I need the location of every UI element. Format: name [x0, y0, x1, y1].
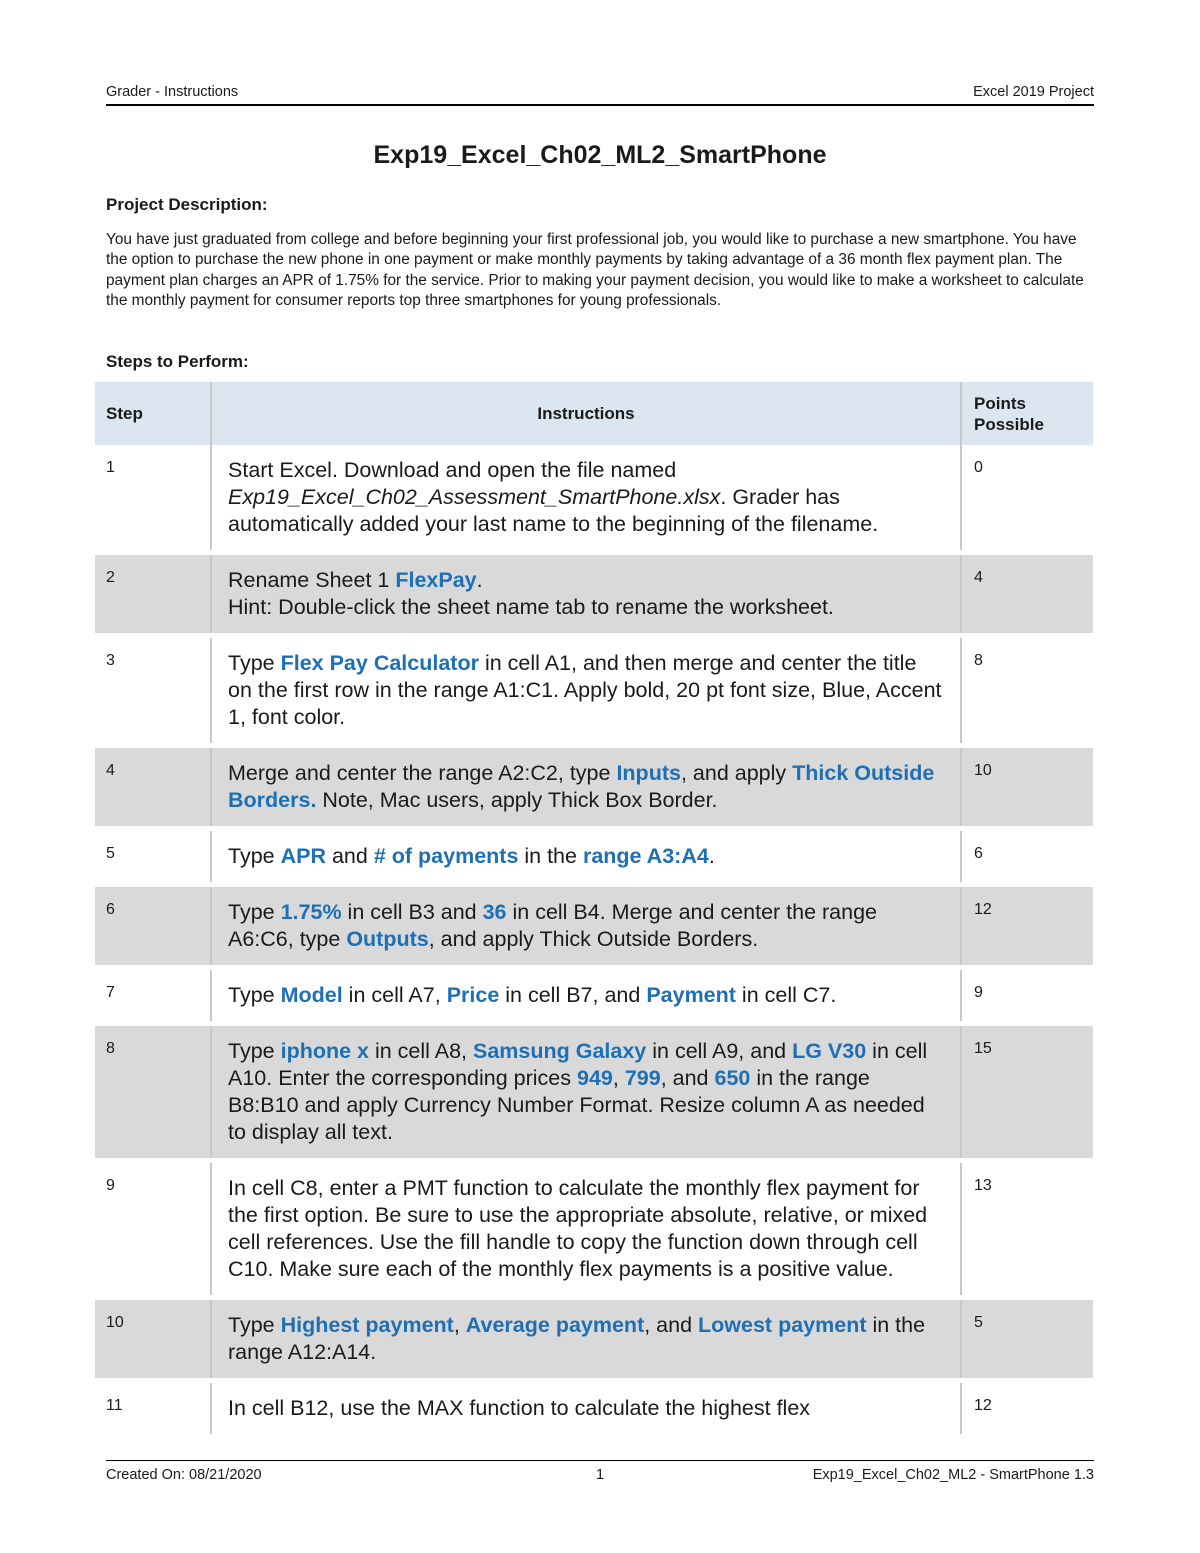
step-number: 6: [95, 885, 211, 968]
highlighted-text: 650: [714, 1066, 751, 1090]
highlighted-text: Thick Outside Borders.: [228, 761, 935, 812]
page-footer: [106, 1460, 1094, 1487]
highlighted-text: Price: [446, 983, 500, 1007]
points-possible: 12: [961, 1381, 1093, 1435]
table-row: [95, 1024, 1093, 1161]
instruction-text: , and apply: [680, 761, 793, 785]
highlighted-text: Average payment: [465, 1313, 645, 1337]
instruction-text: Merge and center the range A2:C2, type: [228, 761, 617, 785]
step-instructions: [211, 445, 961, 553]
highlighted-text: Outputs: [346, 927, 429, 951]
table-row: [95, 636, 1093, 746]
points-possible: 0: [974, 459, 983, 476]
header-instructions: Instructions: [211, 382, 961, 445]
instruction-text: Hint: Double-click the sheet name tab to rename the worksheet.: [228, 595, 834, 619]
step-instructions: [211, 829, 961, 885]
instruction-text: in cell C7.: [735, 983, 837, 1007]
instruction-text: in cell A8,: [369, 1039, 473, 1063]
instruction-text: Type: [228, 1313, 281, 1337]
project-description-text: You have just graduated from college and before beginning your first professional job, you would like to purchase a new smartphone. You have the option to purchase the new phone in one payment or make monthly payments by taking advantage of a 36 month flex payment plan. The payment plan charges an APR of 1.75% for the service. Prior to making your payment decision, you would like to make a worksheet to calculate the monthly payment for consumer reports top three smartphones for young professionals.: [106, 231, 1084, 309]
instruction-text: , and apply Thick Outside Borders.: [428, 927, 759, 951]
instruction-text: in cell A9, and: [646, 1039, 793, 1063]
highlighted-text: 799: [624, 1066, 661, 1090]
steps-table: [95, 382, 1093, 1434]
header-right: Excel 2019 Project: [973, 84, 1094, 100]
header-points: [961, 382, 1093, 445]
step-instructions: [211, 636, 961, 746]
table-row: [95, 445, 1093, 553]
table-row: [95, 1298, 1093, 1381]
highlighted-text: 949: [576, 1066, 613, 1090]
points-possible: 8: [961, 636, 1093, 746]
step-instructions: [211, 1381, 961, 1435]
highlighted-text: iphone x: [280, 1039, 369, 1063]
points-possible: 15: [961, 1024, 1093, 1161]
highlighted-text: Payment: [646, 983, 736, 1007]
page-header: [106, 82, 1094, 106]
instruction-text: Type: [228, 844, 281, 868]
step-number: 9: [95, 1161, 211, 1298]
table-row: [95, 553, 1093, 636]
highlighted-text: FlexPay: [395, 568, 477, 592]
project-description-heading: Project Description:: [106, 195, 268, 214]
step-number: 4: [95, 746, 211, 829]
highlighted-text: Samsung Galaxy: [472, 1039, 647, 1063]
header-points-line2: Possible: [974, 414, 1044, 434]
instruction-text: .: [476, 568, 483, 592]
instruction-text: and: [326, 844, 374, 868]
step-instructions: [211, 968, 961, 1024]
highlighted-text: LG V30: [792, 1039, 867, 1063]
highlighted-text: Lowest payment: [698, 1313, 867, 1337]
highlighted-text: Model: [280, 983, 343, 1007]
instruction-text: ,: [453, 1313, 466, 1337]
table-row: [95, 968, 1093, 1024]
step-instructions: [211, 553, 961, 636]
points-possible: 6: [961, 829, 1093, 885]
step-number: 5: [95, 829, 211, 885]
footer-created-on: Created On: 08/21/2020: [106, 1467, 262, 1483]
points-possible: 9: [961, 968, 1093, 1024]
instruction-text: Type: [228, 900, 281, 924]
instruction-text: Rename Sheet 1: [228, 568, 396, 592]
instruction-text: in cell A7,: [342, 983, 447, 1007]
instruction-text: Type: [228, 651, 281, 675]
header-left: Grader - Instructions: [106, 84, 239, 100]
table-row: [95, 1381, 1093, 1435]
instruction-text: Type: [228, 1039, 281, 1063]
step-instructions: [211, 1298, 961, 1381]
steps-heading: Steps to Perform:: [106, 352, 249, 371]
table-header-row: [95, 382, 1093, 445]
table-row: [95, 746, 1093, 829]
header-points-line1: Points: [974, 393, 1026, 413]
steps-body: [95, 445, 1093, 1434]
instruction-text: in the: [518, 844, 583, 868]
header-step: Step: [95, 382, 211, 445]
step-number: 1: [106, 459, 115, 476]
instruction-text: , and: [660, 1066, 715, 1090]
step-number: 11: [95, 1381, 211, 1435]
points-possible: 10: [961, 746, 1093, 829]
instruction-text: in cell B4. Merge and center the range A6:C6, type: [228, 900, 878, 951]
highlighted-text: 36: [482, 900, 507, 924]
instruction-text: .: [708, 844, 715, 868]
step-number: 2: [95, 553, 211, 636]
instruction-text: in the range A12:A14.: [228, 1313, 926, 1364]
step-instructions: [211, 1161, 961, 1298]
table-row: [95, 829, 1093, 885]
instruction-text: in cell B3 and: [341, 900, 483, 924]
instruction-text: in cell B7, and: [499, 983, 647, 1007]
step-instructions: [211, 885, 961, 968]
points-possible: 13: [961, 1161, 1093, 1298]
highlighted-text: Highest payment: [280, 1313, 454, 1337]
points-possible: 12: [961, 885, 1093, 968]
table-row: [95, 1161, 1093, 1298]
instruction-text: In cell C8, enter a PMT function to calculate the monthly flex payment for the first option. Be sure to use the appropriate absolute, relative, or mixed cell references. Use the fill handle to copy the function down through cell C10. Make sure each of the monthly flex payments is a positive value.: [228, 1176, 928, 1281]
instruction-text: in cell A10. Enter the corresponding prices: [228, 1039, 928, 1090]
highlighted-text: range A3:A4: [582, 844, 709, 868]
instruction-text: Type: [228, 983, 281, 1007]
instruction-text: ,: [612, 1066, 625, 1090]
step-number: 3: [95, 636, 211, 746]
instruction-text: Start Excel. Download and open the file named: [228, 458, 677, 482]
highlighted-text: 1.75%: [280, 900, 342, 924]
step-number: 8: [95, 1024, 211, 1161]
step-number: 10: [95, 1298, 211, 1381]
points-possible: 5: [961, 1298, 1093, 1381]
highlighted-text: Inputs: [616, 761, 681, 785]
instruction-text: . Grader has automatically added your last name to the beginning of the filename.: [228, 485, 879, 536]
highlighted-text: # of payments: [373, 844, 519, 868]
instruction-text: in cell A1, and then merge and center the title on the first row in the range A1:C1. Apply bold, 20 pt font size, Blue, Accent 1, font color.: [228, 651, 942, 729]
highlighted-text: Flex Pay Calculator: [280, 651, 479, 675]
step-instructions: [211, 1024, 961, 1161]
document-title: Exp19_Excel_Ch02_ML2_SmartPhone: [373, 141, 827, 169]
footer-page-number: 1: [595, 1467, 605, 1483]
filename-text: Exp19_Excel_Ch02_Assessment_SmartPhone.xlsx: [228, 485, 721, 509]
instruction-text: , and: [644, 1313, 699, 1337]
instruction-text: in the range B8:B10 and apply Currency Number Format. Resize column A as needed to display all text.: [228, 1066, 925, 1144]
table-row: [95, 885, 1093, 968]
instruction-text: Note, Mac users, apply Thick Box Border.: [316, 788, 718, 812]
step-instructions: [211, 746, 961, 829]
points-possible: 4: [961, 553, 1093, 636]
footer-doc-id: Exp19_Excel_Ch02_ML2 - SmartPhone 1.3: [812, 1467, 1094, 1483]
step-number: 7: [95, 968, 211, 1024]
highlighted-text: APR: [280, 844, 326, 868]
instruction-text: In cell B12, use the MAX function to calculate the highest flex: [228, 1396, 811, 1420]
